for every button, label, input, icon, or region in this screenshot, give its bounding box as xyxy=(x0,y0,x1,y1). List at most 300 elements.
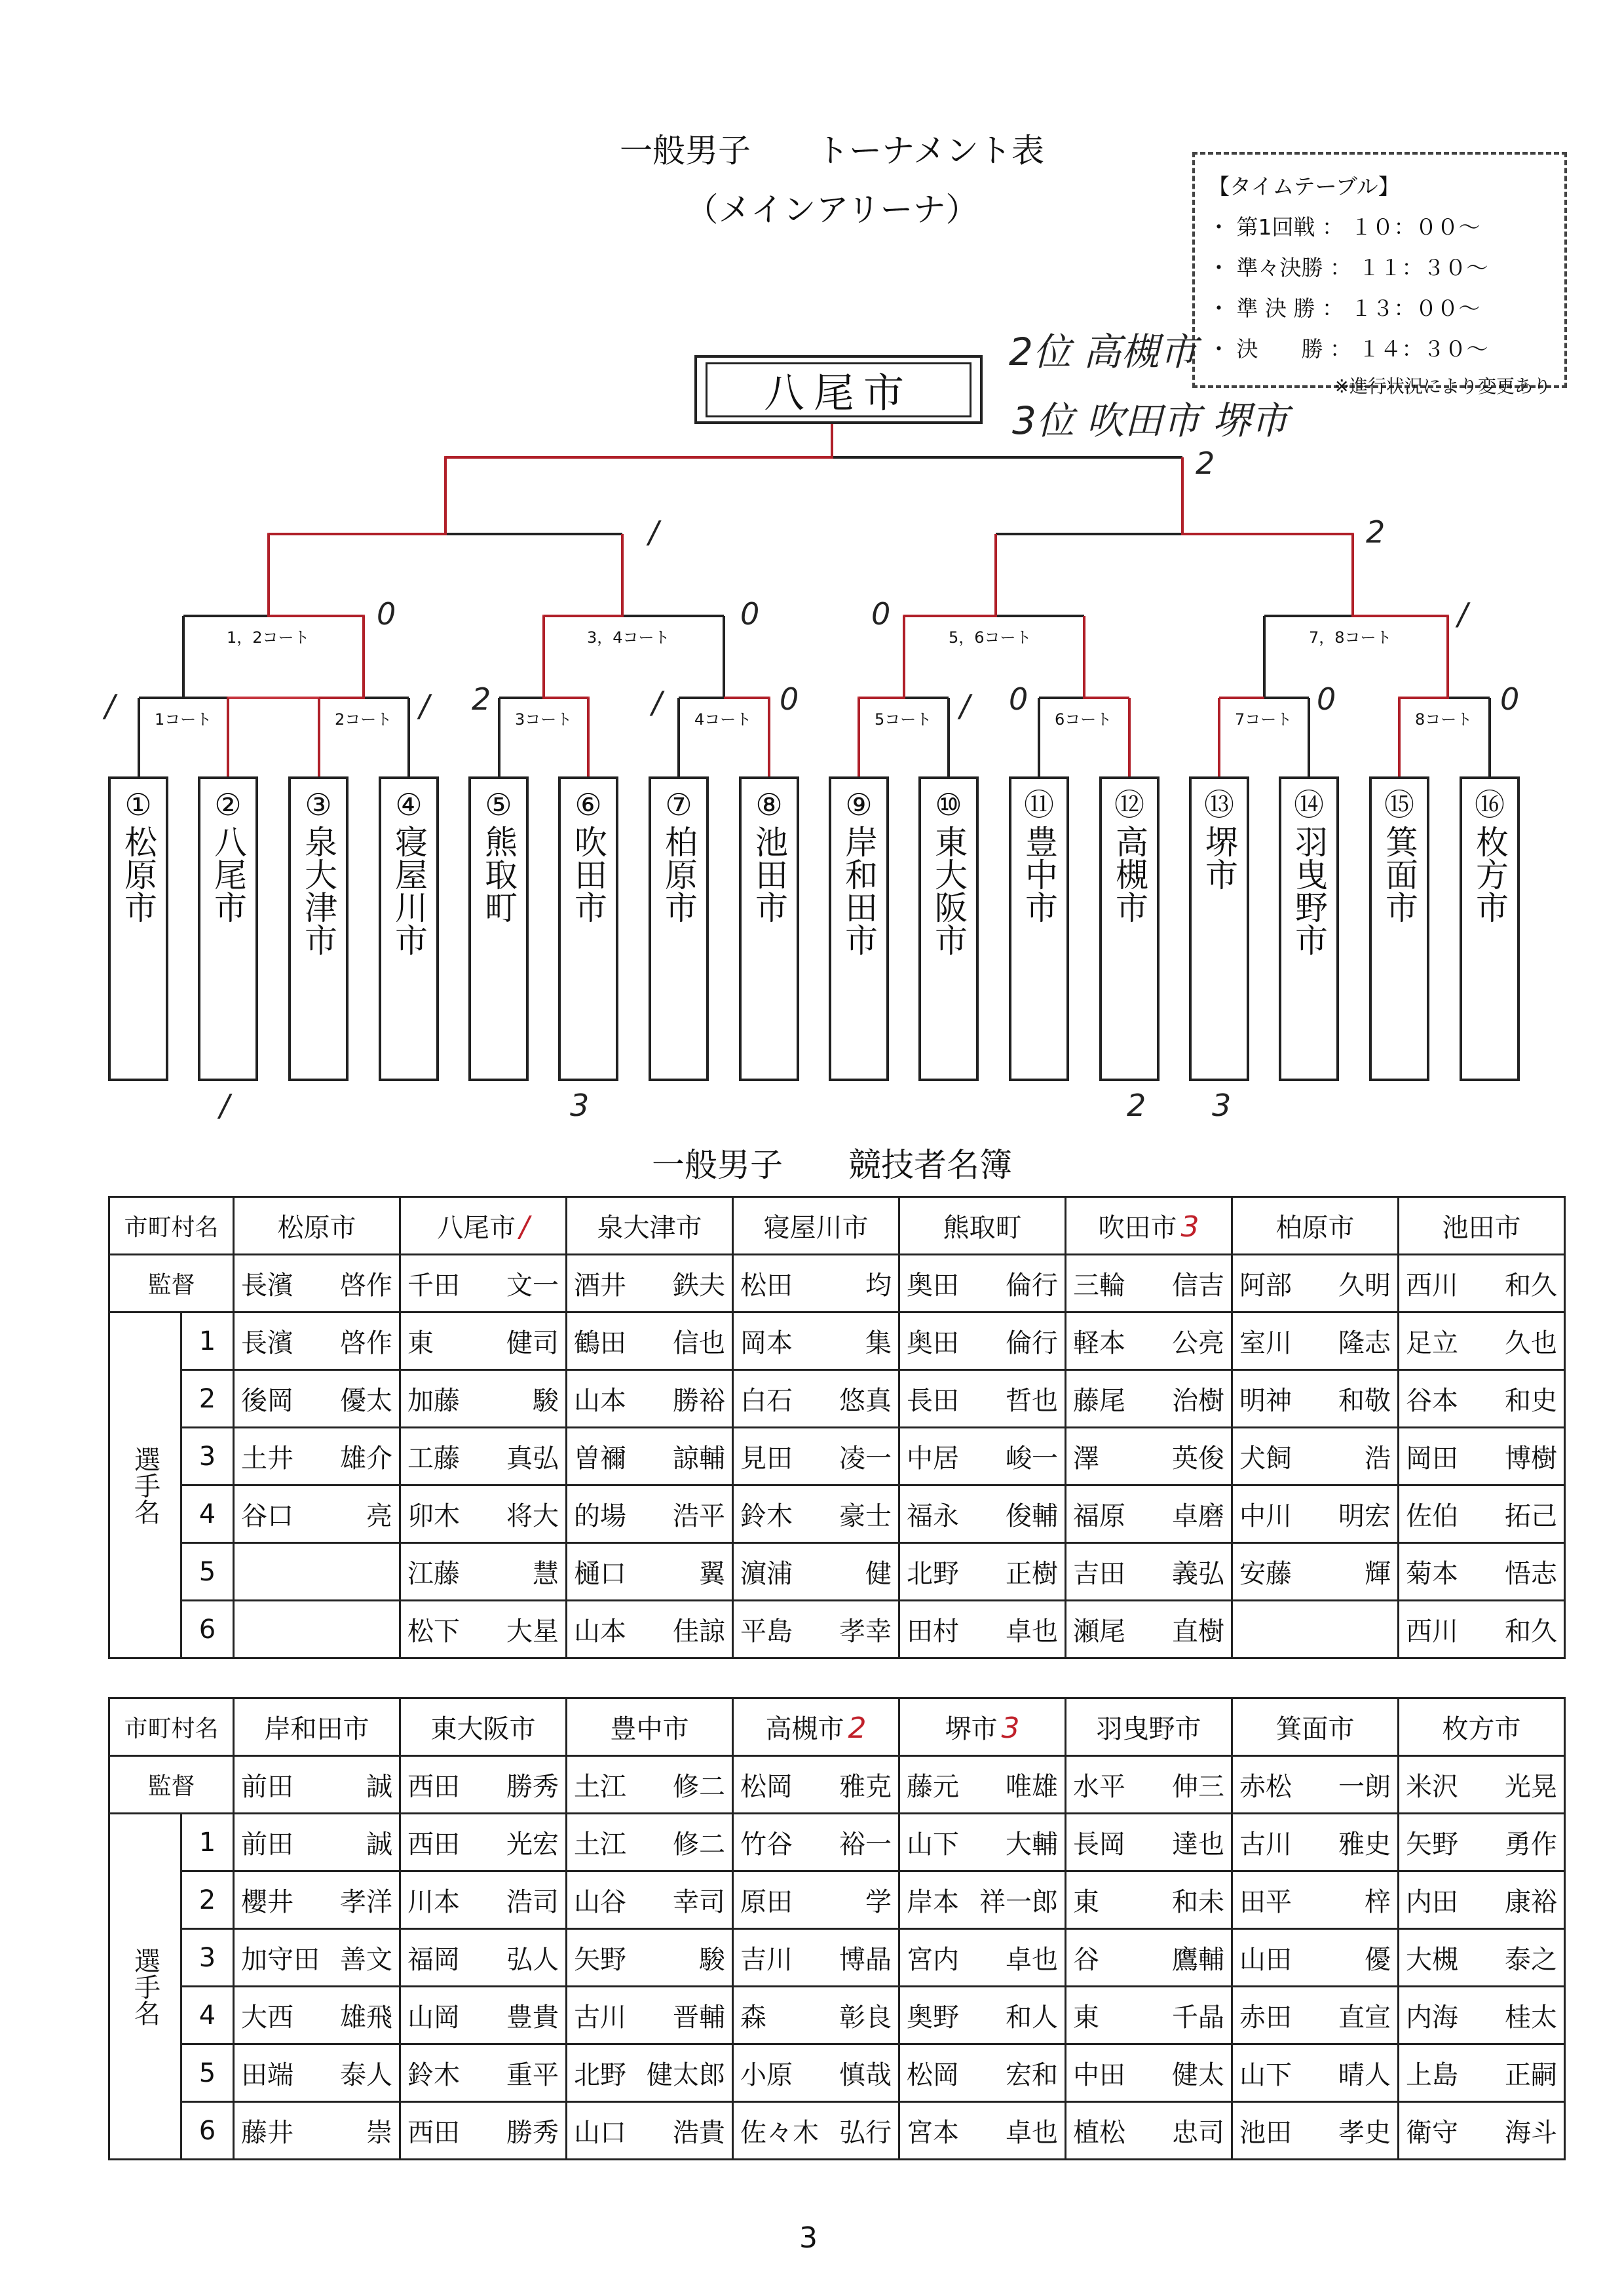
given-name: 幸司 xyxy=(673,1887,725,1917)
family-name: 阿部 xyxy=(1239,1271,1292,1301)
roster-title: 一般男子 競技者名簿 xyxy=(652,1146,1012,1184)
player-name xyxy=(407,1939,559,1976)
player-name xyxy=(1406,1997,1557,2034)
given-name: 泰人 xyxy=(340,2060,392,2090)
given-name: 俊輔 xyxy=(1006,1501,1058,1531)
given-name: 駿 xyxy=(699,1945,725,1975)
family-name: 福永 xyxy=(907,1501,959,1531)
team-name: 豊中市 xyxy=(1020,825,1058,923)
given-name: 信也 xyxy=(673,1328,725,1358)
player-cell xyxy=(234,2044,400,2102)
given-name: 博晶 xyxy=(839,1945,892,1975)
placement-mark: 3 xyxy=(570,1088,590,1123)
player-name xyxy=(1073,1939,1224,1976)
player-cell xyxy=(1232,1428,1399,1485)
family-name: 田平 xyxy=(1239,1887,1292,1917)
player-cell xyxy=(899,1543,1066,1601)
timetable-row: ・ 準 決 勝 ： １３：００～ xyxy=(1208,296,1481,321)
player-name xyxy=(740,1380,892,1417)
family-name: 西川 xyxy=(1406,1271,1458,1301)
team-name: 羽曳野市 xyxy=(1290,825,1328,956)
player-name xyxy=(241,2112,392,2149)
team-number: ③ xyxy=(305,787,332,822)
family-name: 酒井 xyxy=(574,1271,626,1301)
family-name: 加藤 xyxy=(407,1386,460,1416)
given-name: 修二 xyxy=(673,1772,725,1802)
player-cell xyxy=(234,1370,400,1428)
family-name: 大槻 xyxy=(1406,1945,1458,1975)
family-name: 的場 xyxy=(574,1501,626,1531)
team-box xyxy=(1099,776,1160,1081)
given-name: 一朗 xyxy=(1338,1772,1391,1802)
player-cell xyxy=(234,1871,400,1929)
given-name: 孝幸 xyxy=(839,1617,892,1647)
bracket-lines xyxy=(0,0,1622,780)
family-name: 竹谷 xyxy=(740,1829,793,1860)
court-label-qf: 7，8コート xyxy=(1304,624,1397,647)
player-cell xyxy=(567,1601,733,1658)
player-name xyxy=(1406,1939,1557,1976)
timetable-row: ・ 準々決勝 ： １１：３０～ xyxy=(1208,255,1488,280)
team-name: 松原市 xyxy=(119,825,157,923)
player-name xyxy=(407,1322,559,1360)
team-box xyxy=(1460,776,1520,1081)
player-name xyxy=(1406,1322,1557,1360)
family-name: 宮内 xyxy=(907,1945,959,1975)
player-name xyxy=(907,1997,1058,2034)
given-name: 慎哉 xyxy=(839,2060,892,2090)
given-name: 明宏 xyxy=(1338,1501,1391,1531)
player-name xyxy=(1239,1322,1391,1360)
player-name xyxy=(574,1553,725,1590)
family-name: 千田 xyxy=(407,1271,460,1301)
city-name-cell xyxy=(733,1197,899,1255)
player-name xyxy=(740,2112,892,2149)
city-name: 岸和田市 xyxy=(264,1714,369,1744)
coach-cell xyxy=(1232,1255,1399,1312)
family-name: 中居 xyxy=(907,1444,959,1474)
coach-name xyxy=(740,1265,892,1302)
team-number: ⑦ xyxy=(665,787,692,822)
player-cell xyxy=(1399,1485,1565,1543)
player-name xyxy=(407,2054,559,2092)
player-cell xyxy=(400,1814,567,1871)
given-name: 善文 xyxy=(340,1945,392,1975)
player-cell xyxy=(234,1601,400,1658)
timetable-heading: 【タイムテーブル】 xyxy=(1208,174,1400,199)
family-name: 池田 xyxy=(1239,2118,1292,2148)
team-number: ⑮ xyxy=(1384,787,1414,822)
player-cell xyxy=(567,1987,733,2044)
team-name: 吹田市 xyxy=(569,825,607,923)
player-cell xyxy=(567,1814,733,1871)
player-name xyxy=(907,1824,1058,1861)
city-name-cell xyxy=(733,1698,899,1756)
player-cell xyxy=(234,2102,400,2160)
player-name xyxy=(1239,1881,1391,1919)
team-number: ⑪ xyxy=(1024,787,1054,822)
team-box xyxy=(1189,776,1249,1081)
label-coach: 監督 xyxy=(109,1756,234,1814)
family-name: 澤 xyxy=(1073,1444,1099,1474)
player-name xyxy=(740,1939,892,1976)
team-number: ⑨ xyxy=(845,787,873,822)
family-name: 森 xyxy=(740,2002,766,2033)
player-index: 3 xyxy=(181,1428,234,1485)
family-name: 北野 xyxy=(574,2060,626,2090)
coach-cell xyxy=(1399,1255,1565,1312)
family-name: 吉川 xyxy=(740,1945,793,1975)
player-name xyxy=(1406,1438,1557,1475)
team-box xyxy=(829,776,889,1081)
given-name: 義弘 xyxy=(1172,1559,1224,1589)
given-name: 浩司 xyxy=(506,1887,559,1917)
player-cell xyxy=(234,1485,400,1543)
player-index: 2 xyxy=(181,1370,234,1428)
player-name xyxy=(407,1881,559,1919)
player-name xyxy=(1406,1553,1557,1590)
player-cell xyxy=(1232,2102,1399,2160)
family-name: 岡田 xyxy=(1406,1444,1458,1474)
player-name xyxy=(740,1881,892,1919)
player-index: 1 xyxy=(181,1814,234,1871)
player-cell xyxy=(400,1871,567,1929)
player-name xyxy=(740,1495,892,1533)
coach-cell xyxy=(234,1756,400,1814)
coach-name xyxy=(1073,1265,1224,1302)
player-name xyxy=(1406,2054,1557,2092)
player-cell xyxy=(234,1312,400,1370)
player-name xyxy=(574,1939,725,1976)
family-name: 松岡 xyxy=(740,1772,793,1802)
given-name: 駿 xyxy=(533,1386,559,1416)
family-name: 佐々木 xyxy=(740,2118,819,2148)
player-cell xyxy=(733,2102,899,2160)
placement-mark: 2 xyxy=(848,1712,867,1745)
player-cell xyxy=(567,1370,733,1428)
score-mark: 2 xyxy=(1196,446,1215,481)
given-name: 公亮 xyxy=(1172,1328,1224,1358)
family-name: 北野 xyxy=(907,1559,959,1589)
label-city: 市町村名 xyxy=(109,1197,234,1255)
player-cell xyxy=(1066,1814,1232,1871)
player-cell xyxy=(400,1929,567,1987)
family-name: 鈴木 xyxy=(740,1501,793,1531)
player-name xyxy=(907,1322,1058,1360)
family-name: 東 xyxy=(1073,1887,1099,1917)
coach-cell xyxy=(400,1756,567,1814)
player-cell xyxy=(1066,1312,1232,1370)
score-mark: / xyxy=(419,688,430,723)
coach-cell xyxy=(1066,1255,1232,1312)
family-name: 白石 xyxy=(740,1386,793,1416)
court-label-qf: 5，6コート xyxy=(943,624,1037,647)
given-name: 健太郎 xyxy=(647,2060,725,2090)
score-mark: 0 xyxy=(740,596,760,632)
family-name: 前田 xyxy=(241,1772,293,1802)
placement-mark: / xyxy=(519,1210,529,1244)
given-name: 健 xyxy=(865,1559,892,1589)
family-name: 加守田 xyxy=(241,1945,320,1975)
family-name: 軽本 xyxy=(1073,1328,1125,1358)
table-row xyxy=(109,1814,1565,1871)
player-cell xyxy=(234,1814,400,1871)
team-number: ⑬ xyxy=(1204,787,1234,822)
player-name xyxy=(407,1495,559,1533)
coach-name xyxy=(574,1766,725,1803)
family-name: 奥田 xyxy=(907,1271,959,1301)
family-name: 赤松 xyxy=(1239,1772,1292,1802)
city-name-cell xyxy=(1232,1197,1399,1255)
table-row xyxy=(109,1929,1565,1987)
player-cell xyxy=(1232,1485,1399,1543)
coach-name xyxy=(1239,1766,1391,1803)
court-label: 3コート xyxy=(510,706,577,729)
player-cell xyxy=(733,1370,899,1428)
coach-name xyxy=(1239,1265,1391,1302)
team-box xyxy=(1009,776,1069,1081)
player-index: 6 xyxy=(181,1601,234,1658)
player-name xyxy=(1239,2054,1391,2092)
team-number: ⑤ xyxy=(485,787,512,822)
given-name: 哲也 xyxy=(1006,1386,1058,1416)
player-name xyxy=(1406,1495,1557,1533)
court-label: 7コート xyxy=(1230,706,1297,729)
player-name xyxy=(574,1881,725,1919)
player-cell xyxy=(400,1601,567,1658)
team-number: ⑩ xyxy=(935,787,962,822)
player-cell xyxy=(1399,1428,1565,1485)
player-cell xyxy=(567,1312,733,1370)
player-name xyxy=(241,1322,392,1360)
player-name xyxy=(740,1611,892,1648)
player-cell xyxy=(1232,1601,1399,1658)
family-name: 前田 xyxy=(241,1829,293,1860)
player-name xyxy=(907,2112,1058,2149)
family-name: 水平 xyxy=(1073,1772,1125,1802)
family-name: 西田 xyxy=(407,2118,460,2148)
city-name-cell xyxy=(1399,1197,1565,1255)
player-name xyxy=(241,2054,392,2092)
player-cell xyxy=(1066,2044,1232,2102)
family-name: 明神 xyxy=(1239,1386,1292,1416)
given-name: 海斗 xyxy=(1505,2118,1557,2148)
coach-name xyxy=(907,1766,1058,1803)
given-name: 浩貴 xyxy=(673,2118,725,2148)
table-row xyxy=(109,1485,1565,1543)
table-row xyxy=(109,2102,1565,2160)
given-name: 隆志 xyxy=(1338,1328,1391,1358)
family-name: 江藤 xyxy=(407,1559,460,1589)
given-name: 弘行 xyxy=(839,2118,892,2148)
coach-cell xyxy=(234,1255,400,1312)
team-name: 寝屋川市 xyxy=(390,825,428,956)
given-name: 康裕 xyxy=(1505,1887,1557,1917)
given-name: 和未 xyxy=(1172,1887,1224,1917)
handwritten-second-place: 2位 高槻市 xyxy=(1009,330,1198,374)
player-name xyxy=(1073,1824,1224,1861)
roster-table xyxy=(108,1697,1566,2160)
family-name: 西田 xyxy=(407,1829,460,1860)
given-name: 和敬 xyxy=(1338,1386,1391,1416)
player-cell xyxy=(899,1871,1066,1929)
player-name xyxy=(574,2112,725,2149)
label-city: 市町村名 xyxy=(109,1698,234,1756)
player-name xyxy=(241,1495,392,1533)
player-name xyxy=(1239,1939,1391,1976)
given-name: 誠 xyxy=(366,1829,392,1860)
family-name: 山谷 xyxy=(574,1887,626,1917)
given-name: 悟志 xyxy=(1505,1559,1557,1589)
player-index: 3 xyxy=(181,1929,234,1987)
family-name: 植松 xyxy=(1073,2118,1125,2148)
given-name: 唯雄 xyxy=(1006,1772,1058,1802)
team-name: 岸和田市 xyxy=(840,825,878,956)
player-name xyxy=(574,2054,725,2092)
player-cell xyxy=(234,1543,400,1601)
family-name: 田端 xyxy=(241,2060,293,2090)
coach-cell xyxy=(733,1255,899,1312)
team-name: 柏原市 xyxy=(660,825,698,923)
player-name xyxy=(1073,1997,1224,2034)
score-mark: 2 xyxy=(1366,514,1386,550)
player-name xyxy=(1239,1824,1391,1861)
player-name xyxy=(1239,1997,1391,2034)
team-name: 高槻市 xyxy=(1110,825,1148,923)
court-label: 5コート xyxy=(869,706,937,729)
handwritten-third-place: 3位 吹田市 堺市 xyxy=(1012,398,1289,443)
coach-cell xyxy=(1066,1756,1232,1814)
player-name xyxy=(740,1824,892,1861)
family-name: 藤元 xyxy=(907,1772,959,1802)
coach-name xyxy=(1406,1265,1557,1302)
family-name: 内海 xyxy=(1406,2002,1458,2033)
family-name: 赤田 xyxy=(1239,2002,1292,2033)
player-cell xyxy=(1232,1312,1399,1370)
family-name: 卯木 xyxy=(407,1501,460,1531)
family-name: 谷 xyxy=(1073,1945,1099,1975)
family-name: 見田 xyxy=(740,1444,793,1474)
score-mark: 0 xyxy=(1317,681,1336,717)
player-name xyxy=(407,1997,559,2034)
coach-name xyxy=(407,1766,559,1803)
player-cell xyxy=(733,1543,899,1601)
given-name: 卓也 xyxy=(1006,2118,1058,2148)
family-name: 西川 xyxy=(1406,1617,1458,1647)
score-mark: / xyxy=(649,514,659,550)
table-row xyxy=(109,1543,1565,1601)
family-name: 佐伯 xyxy=(1406,1501,1458,1531)
player-name xyxy=(407,1553,559,1590)
coach-cell xyxy=(567,1255,733,1312)
family-name: 矢野 xyxy=(574,1945,626,1975)
player-cell xyxy=(1066,1485,1232,1543)
given-name: 正嗣 xyxy=(1505,2060,1557,2090)
given-name: 大星 xyxy=(506,1617,559,1647)
family-name: 山岡 xyxy=(407,2002,460,2033)
family-name: 東 xyxy=(407,1328,434,1358)
family-name: 小原 xyxy=(740,2060,793,2090)
given-name: 均 xyxy=(865,1271,892,1301)
player-cell xyxy=(567,1871,733,1929)
city-name: 豊中市 xyxy=(610,1714,689,1744)
given-name: 治樹 xyxy=(1172,1386,1224,1416)
player-name xyxy=(907,1495,1058,1533)
player-cell xyxy=(733,1814,899,1871)
player-name xyxy=(407,2112,559,2149)
city-name: 吹田市 xyxy=(1098,1213,1177,1243)
given-name: 誠 xyxy=(366,1772,392,1802)
given-name: 輝 xyxy=(1365,1559,1391,1589)
given-name: 健司 xyxy=(506,1328,559,1358)
family-name: 矢野 xyxy=(1406,1829,1458,1860)
given-name: 桂太 xyxy=(1505,2002,1557,2033)
family-name: 藤尾 xyxy=(1073,1386,1125,1416)
score-mark: / xyxy=(1458,596,1468,632)
city-name: 柏原市 xyxy=(1275,1213,1355,1243)
player-cell xyxy=(567,2102,733,2160)
player-cell xyxy=(400,1485,567,1543)
player-index: 4 xyxy=(181,1485,234,1543)
team-number: ⑫ xyxy=(1114,787,1144,822)
given-name: 勇作 xyxy=(1505,1829,1557,1860)
player-cell xyxy=(567,1428,733,1485)
placement-mark: 3 xyxy=(1180,1210,1199,1244)
table-row xyxy=(109,1197,1565,1255)
coach-cell xyxy=(1232,1756,1399,1814)
given-name: 豊貴 xyxy=(506,2002,559,2033)
player-cell xyxy=(1399,2102,1565,2160)
family-name: 西田 xyxy=(407,1772,460,1802)
player-name xyxy=(1073,1553,1224,1590)
city-name-cell xyxy=(1066,1698,1232,1756)
family-name: 犬飼 xyxy=(1239,1444,1292,1474)
given-name: 久也 xyxy=(1505,1328,1557,1358)
score-mark: 0 xyxy=(1009,681,1028,717)
player-name xyxy=(907,1939,1058,1976)
team-name: 八尾市 xyxy=(209,825,247,923)
given-name: 拓己 xyxy=(1505,1501,1557,1531)
given-name: 鷹輔 xyxy=(1172,1945,1224,1975)
given-name: 勝裕 xyxy=(673,1386,725,1416)
player-cell xyxy=(733,2044,899,2102)
city-name-cell xyxy=(400,1698,567,1756)
given-name: 弘人 xyxy=(506,1945,559,1975)
team-number: ⑧ xyxy=(755,787,783,822)
player-name xyxy=(241,1824,392,1861)
player-name xyxy=(740,1997,892,2034)
player-name xyxy=(407,1438,559,1475)
family-name: 菊本 xyxy=(1406,1559,1458,1589)
family-name: 土井 xyxy=(241,1444,293,1474)
player-cell xyxy=(733,1871,899,1929)
player-name xyxy=(1239,2112,1391,2149)
family-name: 川本 xyxy=(407,1887,460,1917)
coach-cell xyxy=(899,1255,1066,1312)
given-name: 直宣 xyxy=(1338,2002,1391,2033)
player-cell xyxy=(400,2102,567,2160)
player-cell xyxy=(1066,1871,1232,1929)
family-name: 長濱 xyxy=(241,1271,293,1301)
player-cell xyxy=(733,1428,899,1485)
given-name: 和久 xyxy=(1505,1271,1557,1301)
given-name: 晴人 xyxy=(1338,2060,1391,2090)
player-cell xyxy=(1399,1370,1565,1428)
coach-name xyxy=(1406,1766,1557,1803)
score-mark: 0 xyxy=(871,596,891,632)
player-name xyxy=(407,1380,559,1417)
given-name: 泰之 xyxy=(1505,1945,1557,1975)
